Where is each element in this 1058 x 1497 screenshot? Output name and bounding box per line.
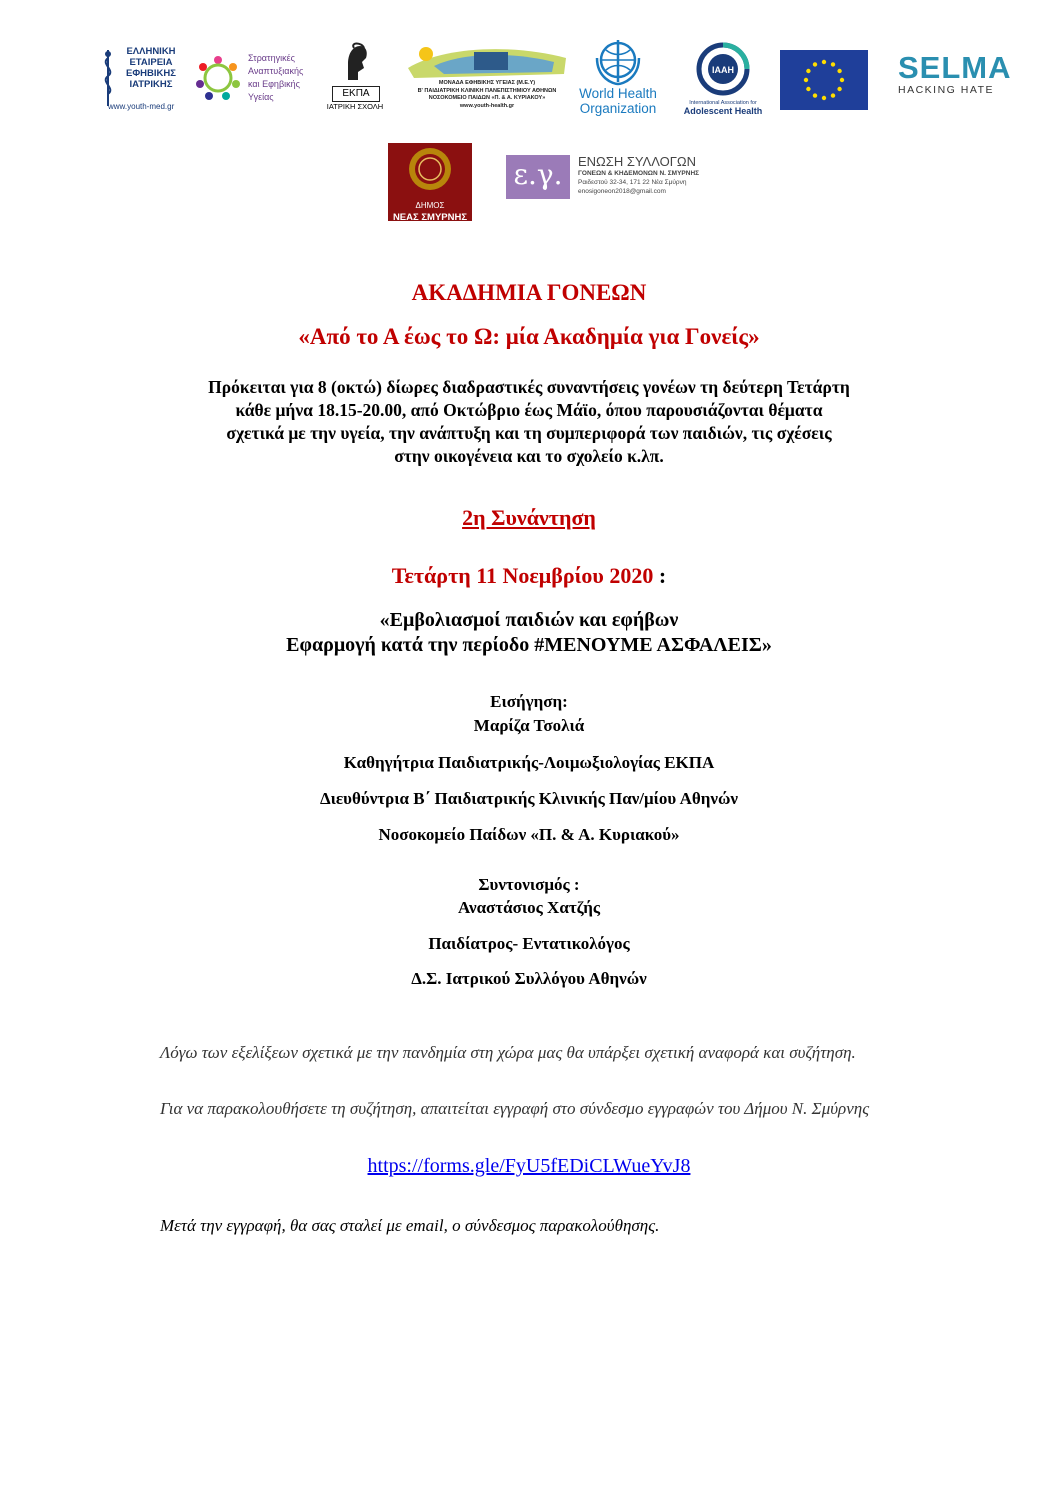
partner-logos-row-2 bbox=[388, 143, 708, 225]
ee-line-2: ΕΤΑΙΡΕΙΑ bbox=[129, 57, 173, 68]
speaker-role: Διευθύντρια Β΄ Παιδιατρικής Κλινικής Παν/μίου Αθηνών bbox=[319, 789, 738, 808]
strategic-line-4: Υγείας bbox=[248, 92, 274, 102]
topic-line: «Εμβολιασμοί παιδιών και εφήβων bbox=[379, 609, 679, 631]
speaker-role: Καθηγήτρια Παιδιατρικής-Λοιμωξιολογίας ΕΚΠΑ bbox=[343, 753, 715, 772]
ekpa-sub: ΙΑΤΡΙΚΗ ΣΧΟΛΗ bbox=[326, 102, 384, 111]
ekpa-logo bbox=[326, 42, 384, 114]
topic bbox=[0, 608, 1058, 658]
registration-link[interactable]: https://forms.gle/FyU5fEDiCLWueYvJ8 bbox=[367, 1155, 691, 1177]
partner-logos-row bbox=[98, 38, 1012, 124]
eu-flag bbox=[780, 50, 868, 110]
intro-text bbox=[0, 376, 1058, 468]
coordination-heading: Συντονισμός : bbox=[478, 875, 580, 894]
intro-line: στην οικογένεια και το σχολείο κ.λπ. bbox=[394, 446, 664, 466]
meeting-heading: 2η Συνάντηση bbox=[462, 505, 596, 530]
dimos-nea-smyrni-logo bbox=[388, 143, 472, 221]
page-title: ΑΚΑΔΗΜΙΑ ΓΟΝΕΩΝ bbox=[411, 280, 647, 305]
iaah-logo bbox=[678, 42, 768, 122]
mey-logo bbox=[404, 40, 570, 120]
pandemic-note: Λόγω των εξελίξεων σχετικά με την πανδημία στη χώρα μας θα υπάρξει σχετική αναφορά και συζήτηση. bbox=[160, 1043, 856, 1062]
dimos-line-1: ΔΗΜΟΣ bbox=[415, 201, 445, 210]
speaker-role: Νοσοκομείο Παίδων «Π. & Α. Κυριακού» bbox=[378, 825, 680, 844]
intro-line: Πρόκειται για 8 (οκτώ) δίωρες διαδραστικές συναντήσεις γονέων τη δεύτερη Τετάρτη bbox=[208, 377, 850, 397]
ekpa-label: ΕΚΠΑ bbox=[332, 86, 380, 102]
speaker-name: Μαρίζα Τσολιά bbox=[473, 716, 585, 735]
ey-mark: ε.γ. bbox=[506, 155, 570, 199]
iaah-line-1: International Association for bbox=[689, 100, 757, 106]
iaah-abbr: IAAH bbox=[712, 65, 734, 75]
mey-line-4: www.youth-health.gr bbox=[459, 102, 515, 109]
strategic-health-logo bbox=[194, 44, 314, 114]
registration-note: Για να παρακολουθήσετε τη συζήτηση, απαιτείται εγγραφή στο σύνδεσμο εγγραφών του Δήμου Ν. Σμύρνης bbox=[160, 1099, 870, 1118]
iaah-emblem-icon bbox=[696, 42, 750, 96]
selma-title: SELMA bbox=[898, 50, 1012, 85]
coordinator-name: Αναστάσιος Χατζής bbox=[457, 898, 601, 917]
who-line-2: Organization bbox=[579, 101, 657, 116]
coordinator-role: Παιδίατρος- Εντατικολόγος bbox=[428, 934, 630, 953]
people-circle-icon bbox=[194, 54, 242, 102]
ey-line-2: ΓΟΝΕΩΝ & ΚΗΔΕΜΟΝΩΝ Ν. ΣΜΥΡΝΗΣ bbox=[578, 170, 700, 177]
dimos-line-2: ΝΕΑΣ ΣΜΥΡΝΗΣ bbox=[392, 212, 468, 223]
page-subtitle: «Από το Α έως το Ω: μία Ακαδημία για Γονείς» bbox=[298, 324, 760, 349]
meeting-date-line bbox=[0, 563, 1058, 589]
ee-logo bbox=[98, 44, 190, 116]
eu-stars-icon bbox=[780, 50, 868, 110]
intro-line: σχετικά με την υγεία, την ανάπτυξη και τη συμπεριφορά των παιδιών, τις σχέσεις bbox=[226, 423, 832, 443]
speaker-heading: Εισήγηση: bbox=[490, 692, 568, 711]
who-line-1: World Health bbox=[579, 86, 657, 101]
coordinator-role: Δ.Σ. Ιατρικού Συλλόγου Αθηνών bbox=[411, 969, 647, 988]
mey-line-3: ΝΟΣΟΚΟΜΕΙΟ ΠΑΙΔΩΝ «Π. & Α. ΚΥΡΙΑΚΟΥ» bbox=[428, 95, 546, 101]
topic-line: Εφαρμογή κατά την περίοδο #ΜΕΝΟΥΜΕ ΑΣΦΑΛΕΙΣ» bbox=[286, 634, 772, 656]
ee-url: www.youth-med.gr bbox=[108, 102, 175, 111]
strategic-line-2: Αναπτυξιακής bbox=[248, 66, 304, 76]
selma-sub: HACKING HATE bbox=[898, 84, 994, 96]
who-logo bbox=[572, 38, 664, 122]
meeting-date: Τετάρτη 11 Νοεμβρίου 2020 bbox=[391, 563, 654, 588]
strategic-line-1: Στρατηγικές bbox=[248, 53, 295, 63]
ey-logo bbox=[506, 155, 706, 211]
date-colon: : bbox=[653, 563, 667, 588]
mey-line-2: Β' ΠΑΙΔΙΑΤΡΙΚΗ ΚΛΙΝΙΚΗ ΠΑΝΕΠΙΣΤΗΜΙΟΥ ΑΘΗΝΩΝ bbox=[417, 87, 557, 94]
iaah-line-2: Adolescent Health bbox=[683, 106, 763, 116]
ee-line-4: ΙΑΤΡΙΚΗΣ bbox=[129, 79, 173, 90]
ee-line-3: ΕΦΗΒΙΚΗΣ bbox=[126, 68, 176, 79]
strategic-line-3: και Εφηβικής bbox=[248, 79, 300, 89]
ee-line-1: ΕΛΛΗΝΙΚΗ bbox=[126, 46, 176, 57]
email-note: Μετά την εγγραφή, θα σας σταλεί με email, ο σύνδεσμος παρακολούθησης. bbox=[160, 1216, 660, 1235]
athena-head-icon bbox=[340, 42, 370, 82]
caduceus-icon bbox=[98, 48, 118, 108]
selma-logo bbox=[898, 50, 1012, 100]
intro-line: κάθε μήνα 18.15-20.00, από Οκτώβριο έως Μάϊο, όπου παρουσιάζονται θέματα bbox=[235, 400, 823, 420]
who-emblem-icon bbox=[593, 38, 643, 86]
ey-line-3: Ραιδεστού 32-34, 171 22 Νέα Σμύρνη bbox=[578, 179, 687, 186]
ey-line-1: ΕΝΩΣΗ ΣΥΛΛΟΓΩΝ bbox=[578, 154, 697, 169]
mey-line-1: ΜΟΝΑΔΑ ΕΦΗΒΙΚΗΣ ΥΓΕΙΑΣ (Μ.Ε.Υ) bbox=[438, 80, 536, 86]
mey-graphic-icon bbox=[404, 40, 570, 80]
ey-line-4: enosigoneon2018@gmail.com bbox=[578, 188, 666, 195]
seal-icon bbox=[388, 143, 472, 195]
